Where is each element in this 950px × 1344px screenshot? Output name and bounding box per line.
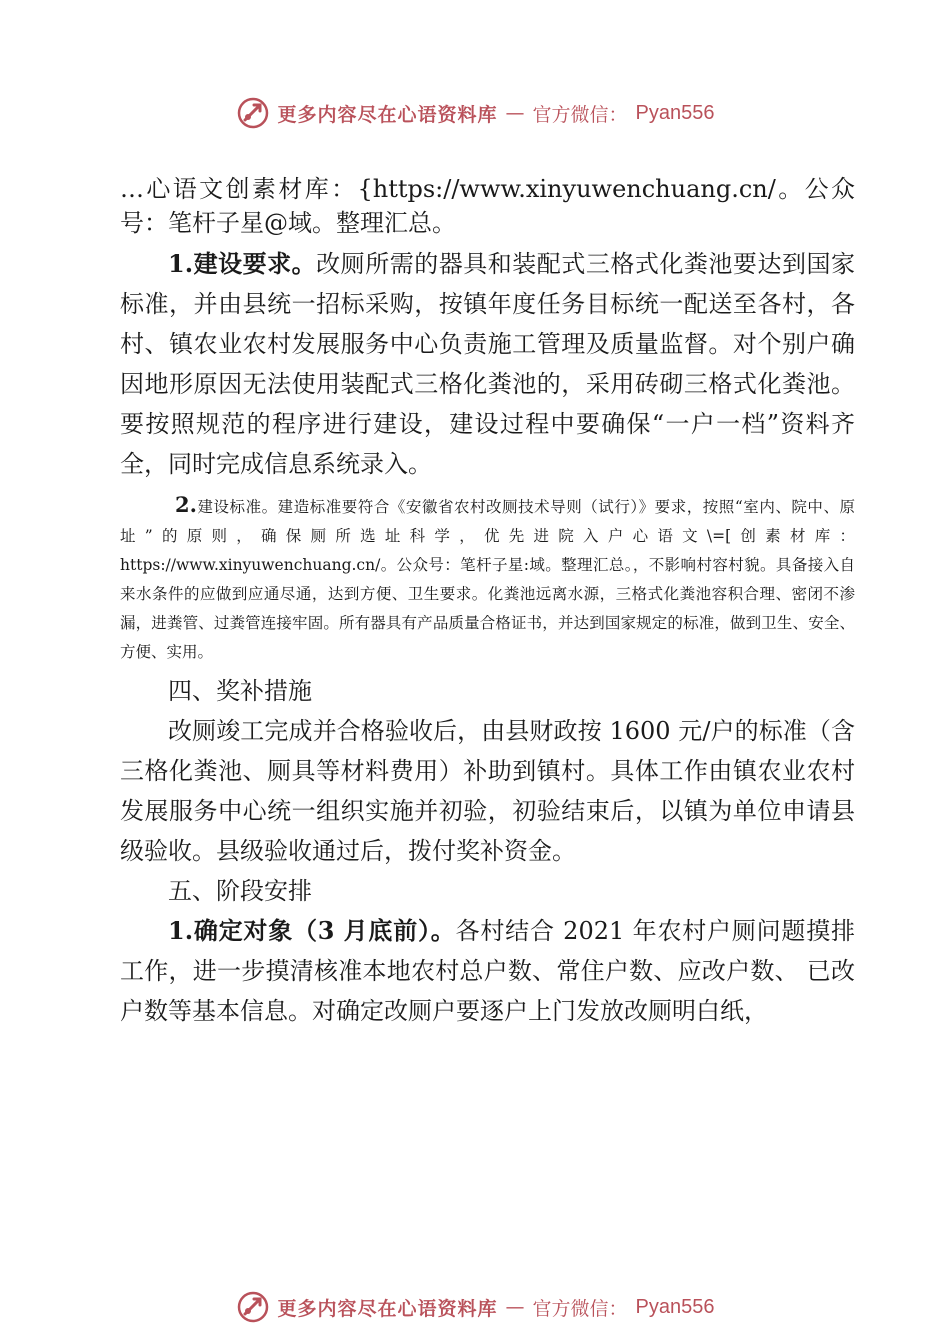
footer-dash: — xyxy=(505,1296,525,1318)
footer-wechat-handle: Pyan556 xyxy=(635,1295,715,1318)
brand-logo-icon xyxy=(236,96,270,130)
footer-banner xyxy=(0,1290,950,1324)
paragraph-subsidy: 改厕竣工完成并合格验收后，由县财政按 1600 元/户的标准（含三格化粪池、厕具等材料费用）补助到镇村。具体工作由镇农业农村发展服务中心统一组织实施并初验，初验结束后，以镇为单位申请县级验收。县级验收通过后，拨付奖补资金。 xyxy=(120,717,855,865)
header-banner xyxy=(0,96,950,130)
paragraph-text: 改厕所需的器具和装配式三格式化粪池要达到国家标准，并由县统一招标采购，按镇年度任务目标统一配送至各村，各村、镇农业农村发展服务中心负责施工管理及质量监督。对个别户确因地形原因无法使用装配式三格化粪池的，采用砖砌三格式化粪池。要按照规范的程序进行建设，建设过程中要确保“一户一档”资料齐全，同时完成信息系统录入。 xyxy=(120,250,855,478)
paragraph-construction-requirements xyxy=(120,244,855,484)
paragraph-text: 建设标准。建造标准要符合《安徽省农村改厕技术导则（试行）》要求，按照“室内、院中、原址”的原则，确保厕所选址科学，优先进院入户心语文\=[创素材库：https://www.xinyuwenchuang.cn/。公众号：笔杆子星:域。整理汇总。，不影响村容村貌。具备接入自来水条件的应做到应通尽通，达到方便、卫生要求。化粪池远离水源，三格式化粪池容积合理、密闭不渗漏，进粪管、过粪管连接牢固。所有器具有产品质量合格证书，并达到国家规定的标准，做到卫生、安全、方便、实用。 xyxy=(120,498,855,661)
paragraph-lead: 1.确定对象（3 月底前）。 xyxy=(168,916,456,945)
document-body xyxy=(120,172,855,1031)
paragraph-lead: 1.建设要求。 xyxy=(168,249,317,278)
section-heading-stages: 五、阶段安排 xyxy=(168,877,312,905)
paragraph-text: 各村结合 2021 年农村户厕问题摸排工作，进一步摸清核准本地农村总户数、常住户数、应改户数、 已改户数等基本信息。对确定改厕户要逐户上门发放改厕明白纸， xyxy=(120,917,855,1025)
section-heading-subsidy: 四、奖补措施 xyxy=(168,677,312,705)
header-dash: — xyxy=(505,102,525,124)
paragraph-lead: 2. xyxy=(175,492,197,517)
paragraph-determine-targets xyxy=(120,911,855,1031)
footer-brand-text: 更多内容尽在心语资料库 xyxy=(277,1297,498,1320)
header-brand-text: 更多内容尽在心语资料库 xyxy=(277,103,498,126)
header-official-label: 官方微信： xyxy=(532,103,628,126)
intro-paragraph: …心语文创素材库：{https://www.xinyuwenchuang.cn/。公众号：笔杆子星@域。整理汇总。 xyxy=(120,175,855,237)
footer-official-label: 官方微信： xyxy=(532,1297,628,1320)
header-wechat-handle: Pyan556 xyxy=(635,101,715,124)
paragraph-construction-standards xyxy=(120,490,855,667)
brand-logo-icon xyxy=(236,1290,270,1324)
